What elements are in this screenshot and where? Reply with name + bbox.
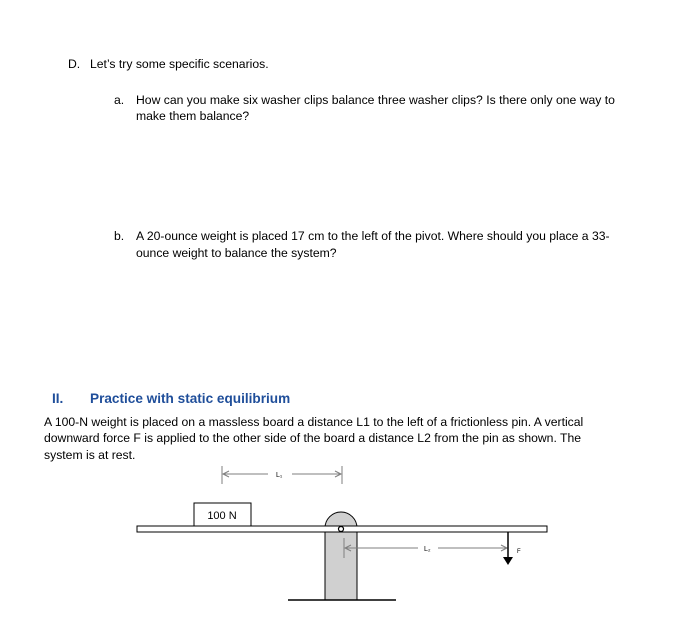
paragraph-line-3: system is at rest. bbox=[44, 448, 136, 462]
section-d-label: D. bbox=[68, 57, 81, 71]
item-a-line-2: make them balance? bbox=[136, 109, 250, 123]
l2-label: L₂ bbox=[424, 546, 431, 553]
section-ii-number: II. bbox=[52, 391, 64, 406]
weight-label: 100 N bbox=[207, 510, 237, 522]
paragraph-line-2: downward force F is applied to the other side of the board a distance L2 from the pin as shown. The bbox=[44, 431, 582, 445]
item-b-line-2: ounce weight to balance the system? bbox=[136, 246, 337, 260]
item-b-marker: b. bbox=[114, 229, 125, 243]
section-d-title: Let’s try some specific scenarios. bbox=[90, 57, 269, 71]
item-b-line-1: A 20-ounce weight is placed 17 cm to the left of the pivot. Where should you place a 33- bbox=[136, 229, 610, 243]
force-label: F bbox=[517, 549, 521, 555]
item-a-marker: a. bbox=[114, 93, 125, 107]
item-a-line-1: How can you make six washer clips balance three washer clips? Is there only one way to bbox=[136, 93, 615, 107]
l1-label: L₁ bbox=[276, 472, 283, 479]
paragraph-line-1: A 100-N weight is placed on a massless board a distance L1 to the left of a frictionless pin. A vertical bbox=[44, 415, 584, 429]
pin-icon bbox=[339, 527, 344, 532]
pivot-support bbox=[325, 512, 357, 600]
section-ii-title: Practice with static equilibrium bbox=[90, 391, 291, 406]
